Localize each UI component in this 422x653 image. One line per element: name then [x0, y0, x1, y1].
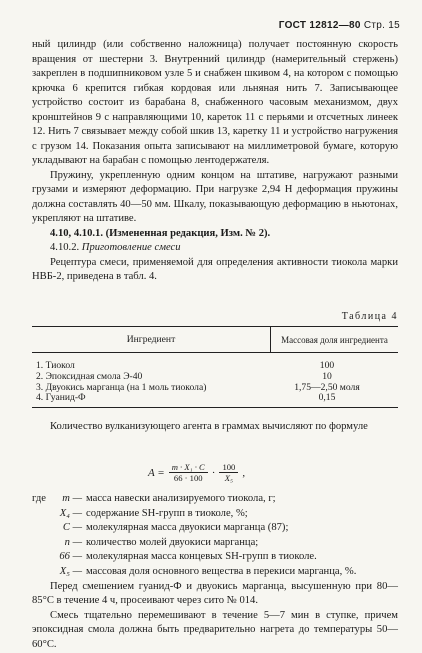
definition-symbol: X₄ — — [59, 507, 82, 519]
definition-symbol: C — — [62, 522, 82, 534]
fraction-1 — [169, 462, 208, 483]
paragraph-apparatus: ный цилиндр (или собственно наложница) получает постоянную скорость вращения от шестерни 3. Внутренний цилиндр (намерительный стержень) закреплен в подшипниковом узле 5 и снабжен шкивом 4, на котором с помощью крючка 6 крепится гибкая кордовая или льняная нить 7. Записывающее устройство состоит из барабана 8, снабженного часовым механизмом, двух кронштейнов 9 с направляющими 10, кареток 11 с перьями и отсчетных линеек 12. Нить 7 связывает между собой шкив 13, каретку 11 и устройство нагружения с грузом 14. Показания опыта записывают на миллиметровой бумаге, которую укладывают на барабан с помощью лентодержателя. — [32, 39, 398, 166]
definition-text: содержание SH-групп в тиоколе, %; — [86, 507, 248, 519]
definition-symbol: X₅ — — [59, 565, 82, 577]
definition-symbol: m — — [62, 493, 82, 504]
table-header-row — [32, 326, 398, 353]
subsection-title: Приготовление смеси — [81, 242, 181, 253]
fraction-1-numerator: m · X₁ · C — [169, 462, 208, 473]
definition-row — [32, 536, 398, 551]
paragraph-mixing-prep: Перед смешением гуанид-Ф и двуокись марганца, высушенную при 80—85°С в течение 4 ч, просеивают через сито № 014. — [32, 580, 398, 607]
ingredient-name: 4. Гуанид-Ф — [36, 392, 86, 404]
where-label: где — [32, 493, 46, 504]
formula-intro: Количество вулканизующего агента в граммах вычисляют по формуле — [50, 421, 368, 432]
amendment-note: 4.10, 4.10.1. (Измененная редакция, Изм. № 2). — [50, 227, 271, 239]
ingredient-value: 1,75—2,50 моля — [294, 381, 360, 393]
table-body — [32, 353, 398, 408]
fraction-2 — [219, 462, 238, 483]
definition-text: количество молей двуокиси марганца; — [86, 536, 259, 548]
formula-lhs: A = — [148, 466, 165, 479]
column-header-mass-fraction: Массовая доля ингредиента — [281, 334, 388, 345]
ingredients-table — [32, 326, 398, 408]
body-text-top — [32, 38, 398, 285]
ingredient-value: 100 — [319, 360, 335, 371]
formula-intro-block — [32, 420, 398, 435]
definition-row — [32, 507, 398, 522]
ingredient-value: 10 — [322, 370, 332, 382]
fraction-2-numerator: 100 — [219, 462, 238, 473]
ingredient-value: 0,15 — [318, 392, 336, 404]
formula — [148, 462, 245, 483]
fraction-1-denominator: 66 · 100 — [173, 473, 203, 483]
ingredient-name: 3. Двуокись марганца (на 1 моль тиокола) — [36, 381, 207, 393]
definition-row — [32, 550, 398, 565]
definition-text: масса навески анализируемого тиокола, г; — [86, 493, 276, 504]
table-row — [32, 393, 398, 404]
formula-end: , — [242, 466, 246, 479]
page-header — [279, 20, 400, 31]
definition-symbol: 66 — — [59, 551, 82, 563]
subsection-heading — [32, 241, 398, 256]
definition-text: молекулярная масса концевых SH-групп в тиоколе. — [86, 551, 317, 563]
paragraph-mixing: Смесь тщательно перемешивают в течение 5—7 мин в ступке, причем эпоксидная смола должна быть предварительно нагрета до температуры 50—60°С. — [32, 609, 398, 650]
recipe-paragraph: Рецептура смеси, применяемой для определения активности тиокола марки НВБ-2, приведена в табл. 4. — [32, 256, 398, 282]
table-row — [32, 372, 398, 383]
definition-row — [32, 492, 398, 507]
paragraph-spring: Пружину, укрепленную одним концом на штативе, нагружают разными грузами и измеряют деформацию. При нагрузке 2,94 Н деформация пружины должна составлять 40—50 мм. Шкалу, показывающую деформацию в ньютонах, укрепляют на штативе. — [32, 169, 398, 224]
page-number: Стр. 15 — [363, 20, 400, 31]
ingredient-name: 1. Тиокол — [36, 360, 75, 371]
table-row — [32, 383, 398, 394]
table-caption: Таблица 4 — [341, 311, 398, 322]
definition-row — [32, 521, 398, 536]
ingredient-name: 2. Эпоксидная смола Э-40 — [36, 370, 143, 382]
formula-dot: · — [211, 466, 216, 479]
variable-definitions — [32, 492, 398, 653]
definition-text: массовая доля основного вещества в перекиси марганца, %. — [86, 565, 357, 577]
definition-symbol: n — — [64, 536, 82, 548]
column-header-ingredient: Ингредиент — [32, 327, 271, 352]
standard-number: ГОСТ 12812—80 — [278, 20, 361, 31]
fraction-2-denominator: X₅ — [224, 473, 234, 483]
subsection-number: 4.10.2. — [50, 242, 80, 253]
definition-text: молекулярная масса двуокиси марганца (87); — [86, 522, 289, 534]
definition-row — [32, 565, 398, 580]
